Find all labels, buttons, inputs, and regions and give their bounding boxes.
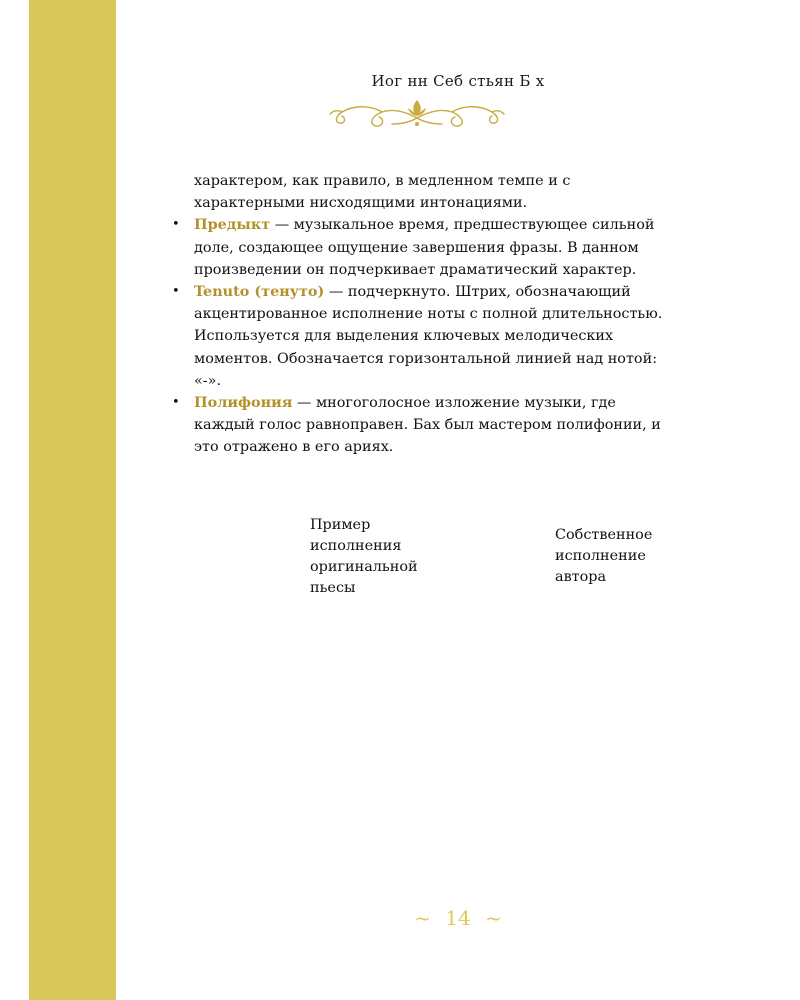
decorative-side-band (29, 0, 116, 1000)
glossary-definition: — многоголосное изложение музыки, где каждый голос равноправен. Бах был мастером полифонии, и это отражено в его ариях. (194, 395, 661, 456)
glossary-term: Tenuto (тенуто) (194, 283, 325, 301)
bullet-icon: • (172, 284, 180, 300)
glossary-list (172, 214, 664, 458)
original-performance-label: Пример исполнения оригинальной пьесы (310, 517, 418, 596)
bullet-icon: • (172, 217, 180, 233)
page-number: ~ 14 ~ (414, 906, 502, 930)
running-title: Иог нн Себ стьян Б х (371, 72, 545, 90)
glossary-term: Полифония (194, 394, 293, 412)
continuation-paragraph: характером, как правило, в медленном темпе и с характерными нисходящими интонациями. (194, 173, 571, 212)
glossary-item (172, 281, 664, 392)
glossary-definition: — музыкальное время, предшествующее сильной доле, создающее ощущение завершения фразы. В данном произведении он подчеркивает драматический характер. (194, 217, 655, 278)
glossary-item (172, 214, 664, 281)
glossary-definition: — подчеркнуто. Штрих, обозначающий акцентированное исполнение ноты с полной длительностью. Используется для выделения ключевых мелодических моментов. Обозначается горизонтальной линией над нотой: «-». (194, 284, 663, 389)
glossary-content (172, 170, 664, 459)
bullet-icon: • (172, 395, 180, 411)
author-performance-label: Собственное исполнение автора (555, 527, 653, 585)
flourish-divider-icon (328, 94, 506, 134)
glossary-item (172, 392, 664, 459)
glossary-term: Предыкт (194, 216, 271, 234)
